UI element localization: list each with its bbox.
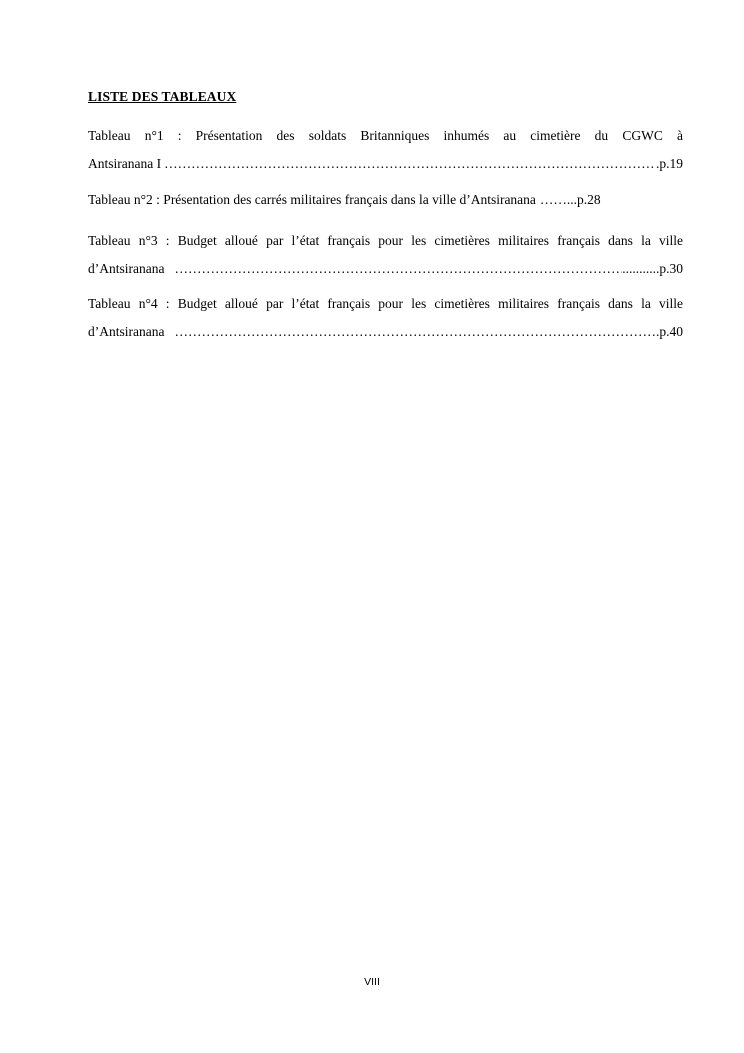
entry-2-title: Tableau n°2 : Présentation des carrés militaires français dans la ville d’Antsiranana — [88, 192, 536, 207]
entry-3-page-ref: ...........p.30 — [622, 261, 683, 276]
list-of-tables-heading: LISTE DES TABLEAUX — [88, 89, 237, 104]
entry-4-line-1: Tableau n°4 : Budget alloué par l’état français pour les cimetières militaires français dans la ville — [88, 296, 683, 311]
page-number: VIII — [364, 976, 380, 988]
entry-3-continuation: d’Antsiranana — [88, 261, 165, 276]
entry-3-line-2 — [88, 255, 683, 283]
entry-1-page-ref: .p.19 — [656, 156, 683, 171]
entry-1-line-2 — [88, 150, 683, 178]
dot-leader — [174, 255, 622, 283]
entry-3-line-1: Tableau n°3 : Budget alloué par l’état français pour les cimetières militaires français dans la ville — [88, 233, 683, 248]
table-entry-1 — [88, 122, 683, 178]
table-entry-4 — [88, 290, 683, 346]
entry-1-line-1: Tableau n°1 : Présentation des soldats Britanniques inhumés au cimetière du CGWC à — [88, 128, 683, 143]
table-entry-2 — [88, 186, 683, 214]
entry-2-page-ref: ……...p.28 — [539, 192, 601, 207]
entry-4-page-ref: .p.40 — [656, 324, 683, 339]
entry-4-continuation: d’Antsiranana — [88, 324, 165, 339]
dot-leader — [164, 150, 656, 178]
dot-leader — [174, 318, 656, 346]
table-entry-3 — [88, 227, 683, 283]
entry-2-line-1 — [88, 186, 683, 214]
entry-1-continuation: Antsiranana I — [88, 156, 162, 171]
entry-4-line-2 — [88, 318, 683, 346]
